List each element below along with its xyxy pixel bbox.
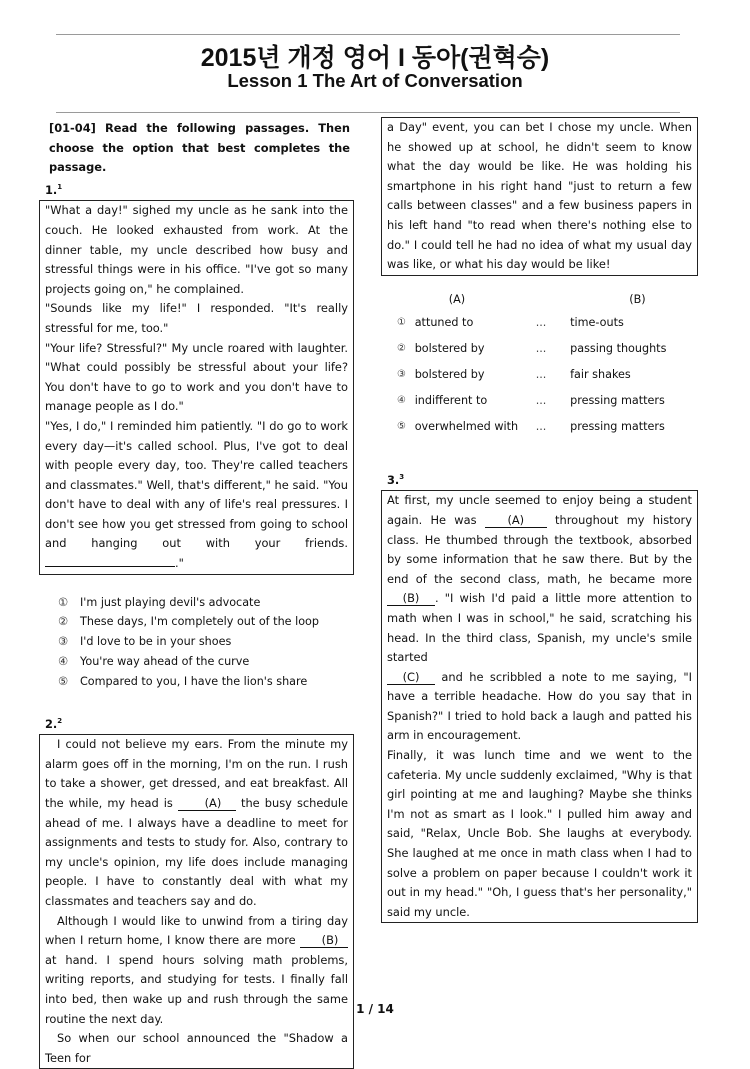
blank-b: (B) — [300, 933, 348, 948]
passage-paragraph: "Yes, I do," I reminded him patiently. "I do go to work every day—it's called school. Plus, I've got to deal with people every day, too. They're called teachers and classmates." Well, that's different," he said. "You don't have to deal with any of life's real pressures. I don't see how you get stressed from going to school and hanging out with your friends. ." — [45, 418, 348, 571]
passage-paragraph: At first, my uncle seemed to enjoy being a student again. He was (A) throughout my history class. He thumbed through the textbook, absorbed by some information that he saw there. But by the end of the second class, math, he became more (B) . "I wish I'd paid a little more attention to math when I was in school," he said, scratching his head. In the third class, Spanish, my uncle's smile started (C) and he scribbled a note to me saying, "I have a terrible headache. How do you say that in Spanish?" I tried to hold back a laugh and patted his arm in encouragement. — [387, 493, 692, 743]
footnote-marker: 2 — [57, 716, 63, 725]
passage-paragraph: So when our school announced the "Shadow a Teen for — [45, 1031, 348, 1065]
option-item[interactable]: ② bolstered by ... passing thoughts — [397, 341, 667, 355]
option-item[interactable]: ⑤ overwhelmed with ... pressing matters — [397, 419, 665, 433]
passage-paragraph: Finally, it was lunch time and we went to the cafeteria. My uncle suddenly exclaimed, "Why is that girl pointing at me and laughing? Maybe she thinks I'm not as smart as I look." I pulled him away and said, "Relax, Uncle Bob. She laughs at everybody. She laughed at me once in math class when I had to solve a problem on paper because I couldn't work it out in my head." "Oh, I guess that's her personality," said my uncle. — [387, 748, 692, 919]
passage-paragraph: I could not believe my ears. From the minute my alarm goes off in the morning, I'm on the run. I rush to take a shower, get dressed, and eat breakfast. All the while, my head is (A) the busy schedule ahead of me. I always have a deadline to meet for assignments and tests to study for. Also, contrary to my uncle's opinion, my life does include managing people. I have to constantly deal with what my classmates and teachers say and do. — [45, 737, 348, 908]
question-1-number: 1.$^1$ — [45, 182, 63, 197]
question-2-passage-part1 — [39, 734, 354, 1069]
left-column — [39, 119, 354, 1069]
question-1-passage — [39, 200, 354, 574]
question-3-passage — [381, 490, 698, 923]
passage-paragraph: a Day" event, you can bet I chose my uncle. When he showed up at school, he didn't seem to know what the day would be like. He was holding his smartphone in his right hand "just to return a few calls between classes" and a few business papers in his left hand "to read when there's nothing else to do." I could tell he had no idea of what my usual day was like, or what his day would be like! — [387, 120, 692, 272]
footnote-marker: 3 — [399, 472, 405, 481]
blank-c: (C) — [387, 670, 435, 685]
passage-paragraph: "Sounds like my life!" I responded. "It's really stressful for me, too." — [45, 301, 348, 335]
question-2-options — [381, 310, 698, 440]
question-2-number: 2.$^2$ — [45, 716, 63, 731]
document-title: 2015년 개정 영어 I 동아(권혁승) — [200, 44, 550, 72]
right-column — [381, 117, 698, 923]
answer-blank — [45, 566, 175, 567]
question-3-number: 3.$^3$ — [387, 472, 405, 487]
column-b-header: (B) — [629, 292, 646, 306]
passage-paragraph: "Your life? Stressful?" My uncle roared with laughter. "What could possibly be stressful about your life? You don't have to go to work and you don't have to manage people as I do." — [45, 340, 348, 414]
footnote-marker: 1 — [57, 182, 63, 191]
question-1-options — [39, 593, 354, 692]
instructions: [01-04] Read the following passages. Then choose the option that best completes the passage. — [49, 121, 350, 175]
option-item[interactable]: ① attuned to ... time-outs — [397, 315, 624, 329]
page-indicator: 1 / 14 — [356, 1002, 394, 1016]
option-item[interactable]: ① I'm just playing devil's advocate — [58, 595, 261, 609]
lesson-subtitle: Lesson 1 The Art of Conversation — [227, 70, 523, 91]
question-2-passage-part2 — [381, 117, 698, 276]
option-item[interactable]: ③ bolstered by ... fair shakes — [397, 367, 631, 381]
option-item[interactable]: ② These days, I'm completely out of the loop — [58, 615, 319, 629]
blank-a: (A) — [485, 513, 547, 528]
option-item[interactable]: ⑤ Compared to you, I have the lion's share — [58, 674, 308, 688]
answer-table-header — [381, 290, 698, 310]
header-rule-bottom — [56, 112, 680, 113]
column-a-header: (A) — [448, 292, 466, 306]
blank-a: (A) — [178, 796, 236, 811]
option-item[interactable]: ③ I'd love to be in your shoes — [58, 635, 232, 649]
header-rule-top — [56, 34, 680, 35]
passage-paragraph: "What a day!" sighed my uncle as he sank into the couch. He looked exhausted from work. At the dinner table, my uncle described how busy and stressful things were in his office. "I've got so many projects going on," he complained. — [45, 203, 348, 296]
blank-b: (B) — [387, 591, 435, 606]
passage-paragraph: Although I would like to unwind from a tiring day when I return home, I know there are more (B) at hand. I spend hours solving math problems, writing reports, and studying for tests. I finally fall into bed, then wake up and rush through the same routine the next day. — [45, 913, 348, 1026]
option-item[interactable]: ④ You're way ahead of the curve — [58, 655, 250, 669]
option-item[interactable]: ④ indifferent to ... pressing matters — [397, 393, 665, 407]
